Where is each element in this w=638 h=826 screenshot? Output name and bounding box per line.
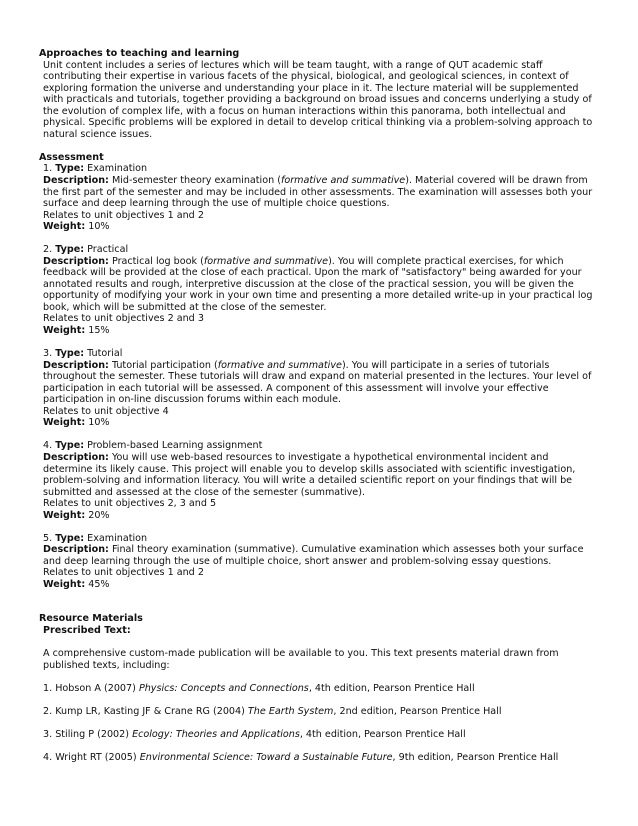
description-italic: formative and summative	[203, 255, 329, 267]
assessment-item	[43, 440, 599, 521]
prescribed-text-heading: Prescribed Text:	[43, 625, 131, 637]
reference-item	[43, 706, 599, 718]
resources-section	[39, 613, 599, 763]
description-label: Description:	[43, 544, 109, 556]
type-label: Type:	[55, 163, 85, 175]
type-label: Type:	[55, 532, 85, 544]
assessment-objectives: Relates to unit objectives 1 and 2	[43, 567, 204, 579]
item-type: Tutorial	[87, 348, 123, 360]
item-type: Problem-based Learning assignment	[87, 440, 263, 452]
description-label: Description:	[43, 359, 109, 371]
reference-author: 3. Stiling P (2002)	[43, 728, 133, 740]
assessment-objectives: Relates to unit objective 4	[43, 405, 169, 417]
reference-author: 2. Kump LR, Kasting JF & Crane RG (2004)	[43, 705, 248, 717]
assessment-type-row	[43, 533, 599, 545]
weight-label: Weight:	[43, 221, 86, 233]
assessment-objectives: Relates to unit objectives 2 and 3	[43, 313, 204, 325]
assessment-type-row	[43, 348, 599, 360]
reference-edition: , 4th edition, Pearson Prentice Hall	[299, 728, 466, 740]
approaches-body: Unit content includes a series of lectures which will be team taught, with a range of QUT academic staff contributing their expertise in various facets of the physical, biological, and geological sciences, in context of exploring formation the universe and understanding your place in it. The lecture material will be supplemented with practicals and tutorials, together providing a background on broad issues and concerns underlying a study of the evolution of complex life, with a focus on human interactions within this panorama, both intellectual and physical. Specific problems will be explored in detail to develop critical thinking via a problem-solving approach to natural science issues.	[43, 59, 593, 140]
item-type: Practical	[87, 244, 129, 256]
weight-label: Weight:	[43, 325, 86, 337]
reference-title: The Earth System	[247, 705, 334, 717]
assessment-objectives: Relates to unit objectives 1 and 2	[43, 209, 204, 221]
assessment-weight: 15%	[88, 325, 110, 337]
assessment-weight: 45%	[88, 578, 110, 590]
reference-title: Environmental Science: Toward a Sustainable Future	[139, 751, 393, 763]
reference-item	[43, 729, 599, 741]
description-italic: formative and summative	[280, 174, 406, 186]
assessment-weight-row	[43, 417, 599, 429]
reference-author: 1. Hobson A (2007)	[43, 682, 139, 694]
assessment-weight: 20%	[88, 509, 110, 521]
resources-heading: Resource Materials	[39, 613, 143, 625]
description-text-tail: ). You will participate in a series of tutorials throughout the semester. These tutorials will draw and expand on material presented in the lectures. Your level of participation in each tutorial will be assessed. A component of this assessment will involve your effective participation in on-line discussion forums within each module.	[43, 359, 592, 406]
type-label: Type:	[55, 244, 85, 256]
description-text: Mid-semester theory examination (	[111, 174, 281, 186]
description-italic: formative and summative	[217, 359, 342, 371]
type-label: Type:	[55, 440, 85, 452]
assessment-description	[43, 360, 599, 406]
assessment-list	[39, 163, 599, 590]
item-number: 3.	[43, 348, 53, 360]
description-text-tail: ). Material covered will be drawn from the first part of the semester and may be included in other assessments. The examination will assesses both your surface and deep learning through the use of multiple choice questions.	[43, 174, 593, 210]
reference-title: Ecology: Theories and Applications	[132, 728, 300, 740]
type-label: Type:	[55, 348, 85, 360]
item-number: 2.	[43, 244, 53, 256]
description-text: You will use web-based resources to investigate a hypothetical environmental incident and determine its likely cause. This project will enable you to develop skills associated with scientific investigation, problem-solving and information literacy. You will write a detailed scientific report on your findings that will be submitted and assessed at the close of the semester (summative).	[43, 451, 576, 498]
assessment-description	[43, 175, 599, 210]
description-text-tail: ). You will complete practical exercises, for which feedback will be provided at the close of each practical. Upon the mark of "satisfactory" being awarded for your annotated results and rough, interpretive discussion at the close of the practical session, you will be given the opportunity of modifying your work in your own time and presenting a more detailed write-up in your practical log book, which will be submitted at the close of the semester.	[43, 255, 593, 313]
assessment-weight-row	[43, 510, 599, 522]
assessment-objectives: Relates to unit objectives 2, 3 and 5	[43, 498, 217, 510]
description-text: Practical log book (	[111, 255, 204, 267]
assessment-weight: 10%	[88, 417, 110, 429]
assessment-weight-row	[43, 325, 599, 337]
reference-item	[43, 752, 599, 764]
item-number: 1.	[43, 163, 53, 175]
reference-edition: , 2nd edition, Pearson Prentice Hall	[333, 705, 502, 717]
item-type: Examination	[87, 532, 148, 544]
assessment-item	[43, 348, 599, 429]
approaches-section	[39, 48, 599, 140]
assessment-heading: Assessment	[39, 151, 104, 163]
assessment-description	[43, 452, 599, 498]
weight-label: Weight:	[43, 578, 86, 590]
item-number: 4.	[43, 440, 53, 452]
resources-body	[39, 625, 599, 763]
description-text: Tutorial participation (	[111, 359, 218, 371]
description-label: Description:	[43, 174, 109, 186]
assessment-type-row	[43, 244, 599, 256]
description-text: Final theory examination (summative). Cumulative examination which assesses both your surface and deep learning through the use of multiple choice, short answer and problem-solving essay questions.	[43, 544, 584, 567]
assessment-item	[43, 244, 599, 336]
assessment-weight-row	[43, 221, 599, 233]
assessment-section	[39, 152, 599, 591]
reference-edition: , 4th edition, Pearson Prentice Hall	[308, 682, 475, 694]
assessment-weight: 10%	[88, 221, 110, 233]
reference-title: Physics: Concepts and Connections	[138, 682, 309, 694]
reference-edition: , 9th edition, Pearson Prentice Hall	[392, 751, 559, 763]
weight-label: Weight:	[43, 509, 86, 521]
description-label: Description:	[43, 451, 109, 463]
reference-item	[43, 683, 599, 695]
assessment-description	[43, 256, 599, 314]
resources-intro: A comprehensive custom-made publication will be available to you. This text presents material drawn from published texts, including:	[43, 648, 559, 671]
weight-label: Weight:	[43, 417, 86, 429]
item-type: Examination	[87, 163, 148, 175]
assessment-item	[43, 163, 599, 232]
assessment-type-row	[43, 440, 599, 452]
description-label: Description:	[43, 255, 109, 267]
item-number: 5.	[43, 532, 53, 544]
assessment-item	[43, 533, 599, 591]
assessment-weight-row	[43, 579, 599, 591]
assessment-description	[43, 544, 599, 567]
assessment-type-row	[43, 163, 599, 175]
reference-author: 4. Wright RT (2005)	[43, 751, 140, 763]
approaches-heading: Approaches to teaching and learning	[39, 48, 240, 59]
